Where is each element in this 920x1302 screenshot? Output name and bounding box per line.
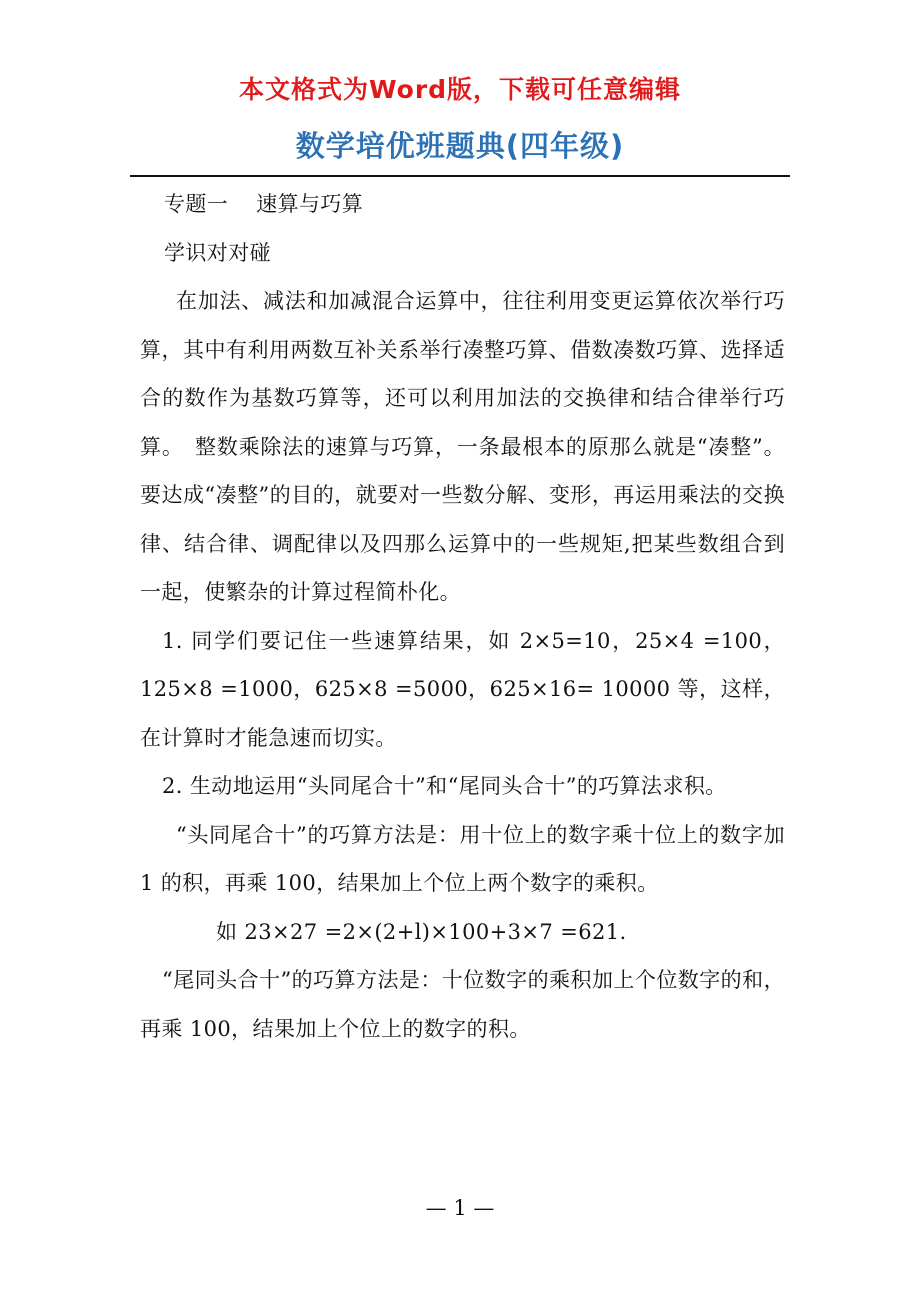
- section-subheading: 学识对对碰: [164, 240, 271, 265]
- document-title: 数学培优班题典(四年级): [295, 129, 625, 163]
- list-item-2: 2. 生动地运用“头同尾合十”和“尾同头合十”的巧算法求积。: [162, 774, 727, 798]
- header-divider: [130, 175, 790, 177]
- intro-paragraph: 在加法、减法和加减混合运算中，往往利用变更运算依次举行巧算，其中有利用两数互补关系举行凑整巧算、借数凑数巧算、选择适合的数作为基数巧算等，还可以利用加法的交换律和结合律举行巧算。 整数乘除法的速算与巧算，一条最根本的原那么就是“凑整”。要达成“凑整”的目的，就要对一些数分解、变形，再运用乘法的交换律、结合律、调配律以及四那么运算中的一些规矩,把某些数组合到一起，使繁杂的计算过程简朴化。: [140, 289, 785, 604]
- example-formula: 如 23×27 =2×(2+l)×100+3×7 =621.: [216, 919, 627, 944]
- rule-head-same-tail-ten: “头同尾合十”的巧算方法是：用十位上的数字乘十位上的数字加 1 的积，再乘 100，结果加上个位上两个数字的乘积。: [140, 822, 785, 895]
- list-item-1: 1. 同学们要记住一些速算结果，如 2×5=10，25×4 =100，125×8 =1000，625×8 =5000，625×16= 10000 等，这样，在计算时才能急速而切实。: [140, 628, 785, 750]
- section-topic: 速算与巧算: [256, 192, 364, 216]
- section-label: 专题一: [164, 192, 229, 216]
- document-body: [140, 180, 785, 1053]
- rule-tail-same-head-ten: “尾同头合十”的巧算方法是：十位数字的乘积加上个位数字的和，再乘 100，结果加上个位上的数字的积。: [140, 968, 785, 1041]
- page-number: — 1 —: [425, 1196, 495, 1220]
- section-heading: [140, 180, 785, 229]
- download-notice: 本文格式为Word版，下载可任意编辑: [238, 75, 682, 104]
